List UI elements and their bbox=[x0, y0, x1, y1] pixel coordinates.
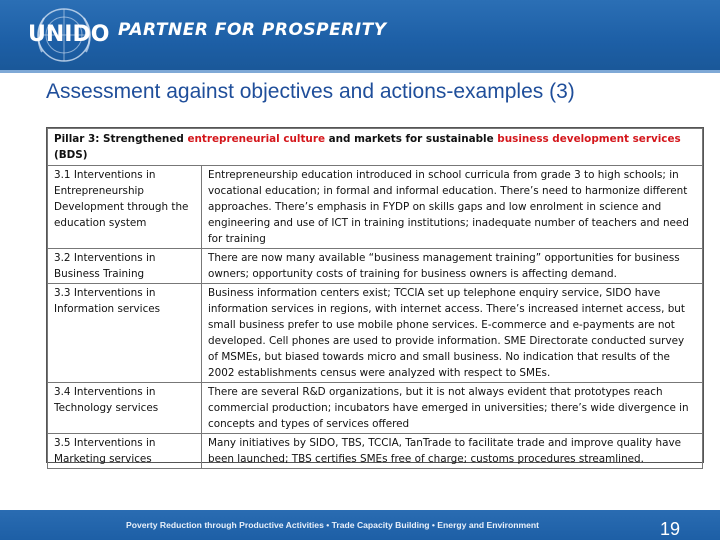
slide-title: Assessment against objectives and actions-examples (3) bbox=[46, 80, 575, 103]
assessment-text: Business information centers exist; TCCIA set up telephone enquiry service, SIDO have information services in regions, with internet access. There’s increased internet access, but small business prefer to use mobile phone services. E-commerce and e-payments are not developed. Cell phones are used to provide information. SME Directorate conducted survey of MSMEs, but biased towards micro and small business. No indication that results of the 2002 establishments census were analyzed with respect to SMEs. bbox=[202, 284, 703, 383]
table-row bbox=[48, 434, 703, 469]
pillar-heading bbox=[48, 129, 703, 166]
intervention-label: 3.2 Interventions in Business Training bbox=[48, 249, 202, 284]
table-row bbox=[48, 249, 703, 284]
table-row bbox=[48, 284, 703, 383]
pillar-highlight-bds: business development services bbox=[497, 133, 681, 145]
footer-slogan: Poverty Reduction through Productive Activities • Trade Capacity Building • Energy and Environment bbox=[126, 520, 540, 530]
assessment-text: Many initiatives by SIDO, TBS, TCCIA, TanTrade to facilitate trade and improve quality have been launched; TBS certifies SMEs free of charge; customs procedures streamlined. bbox=[202, 434, 703, 469]
table-row bbox=[48, 166, 703, 249]
pillar-highlight-entrepreneurial-culture: entrepreneurial culture bbox=[187, 133, 326, 145]
assessment-text: There are several R&D organizations, but it is not always evident that prototypes reach commercial production; incubators have emerged in universities; there’s wide divergence in concepts and types of services offered bbox=[202, 383, 703, 434]
header-divider bbox=[0, 70, 720, 73]
unido-logo: UNIDO bbox=[28, 22, 110, 47]
assessment-table bbox=[46, 127, 704, 463]
pillar-suffix: (BDS) bbox=[54, 149, 88, 161]
table-row bbox=[48, 383, 703, 434]
intervention-label: 3.1 Interventions in Entrepreneurship Development through the education system bbox=[48, 166, 202, 249]
header-tagline: PARTNER FOR PROSPERITY bbox=[118, 20, 387, 40]
intervention-label: 3.4 Interventions in Technology services bbox=[48, 383, 202, 434]
pillar-header-row bbox=[48, 129, 703, 166]
assessment-text: There are now many available “business management training” opportunities for business owners; opportunity costs of training for business owners is affecting demand. bbox=[202, 249, 703, 284]
pillar-middle: and markets for sustainable bbox=[325, 133, 498, 145]
intervention-label: 3.5 Interventions in Marketing services bbox=[48, 434, 202, 469]
intervention-label: 3.3 Interventions in Information services bbox=[48, 284, 202, 383]
pillar-prefix: Pillar 3: Strengthened bbox=[54, 133, 188, 145]
assessment-text: Entrepreneurship education introduced in school curricula from grade 3 to high schools; in vocational education; in formal and informal education. There’s need to harmonize different approaches. There’s emphasis in FYDP on skills gaps and low enrolment in science and engineering and use of ICT in training institutions; inadequate number of teachers and need for training bbox=[202, 166, 703, 249]
page-number: 19 bbox=[660, 519, 681, 539]
